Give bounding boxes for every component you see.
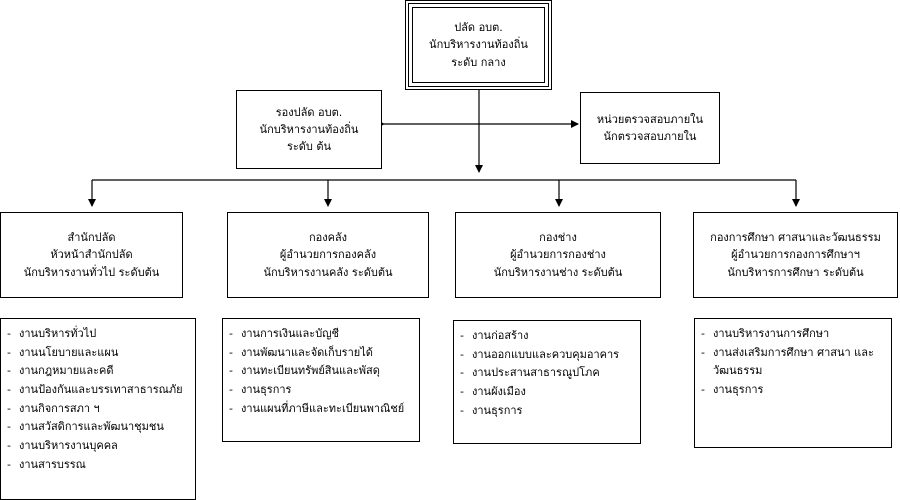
deputy-position: นักบริหารงานท้องถิ่น xyxy=(259,122,359,136)
task-list-finance xyxy=(222,318,420,442)
task-item: - งานนโยบายและแผน xyxy=(7,344,189,363)
department-box-finance xyxy=(227,212,429,298)
department-head: ผู้อำนวยการกองช่าง xyxy=(510,248,606,262)
task-item: - งานป้องกันและบรรเทาสาธารณภัย xyxy=(7,381,189,400)
department-name: กองคลัง xyxy=(308,231,348,245)
task-list-education xyxy=(694,318,892,448)
deputy-level: ระดับ ต้น xyxy=(286,140,332,154)
department-level: นักบริหารงานทั่วไป ระดับต้น xyxy=(23,265,160,279)
task-item: - งานสารบรรณ xyxy=(7,456,189,475)
deputy-box xyxy=(236,90,382,169)
task-item: - งานก่อสร้าง xyxy=(460,327,634,346)
department-name: สำนักปลัด xyxy=(67,231,116,245)
chief-title: ปลัด อบต. xyxy=(454,21,503,35)
task-item: - งานออกแบบและควบคุมอาคาร xyxy=(460,346,634,365)
task-list xyxy=(454,321,640,420)
task-item: - งานธุรการ xyxy=(701,381,885,400)
task-item: - งานทะเบียนทรัพย์สินและพัสดุ xyxy=(229,362,413,381)
task-item: - งานบริหารงานบุคคล xyxy=(7,437,189,456)
chief-administrator-box xyxy=(405,0,552,90)
task-item: - งานสวัสดิการและพัฒนาชุมชน xyxy=(7,418,189,437)
department-box-education xyxy=(693,212,898,298)
task-list xyxy=(223,319,419,418)
department-name: กองการศึกษา ศาสนาและวัฒนธรรม xyxy=(710,231,881,245)
department-level: นักบริหารงานช่าง ระดับต้น xyxy=(493,265,623,279)
task-item: - งานกฎหมายและคดี xyxy=(7,362,189,381)
department-box-office xyxy=(0,212,183,298)
task-item: - งานพัฒนาและจัดเก็บรายได้ xyxy=(229,344,413,363)
department-level: นักบริหารการศึกษา ระดับต้น xyxy=(727,265,864,279)
chief-level: ระดับ กลาง xyxy=(451,55,506,69)
task-item: - งานส่งเสริมการศึกษา ศาสนา และวัฒนธรรม xyxy=(701,344,885,381)
task-item: - งานการเงินและบัญชี xyxy=(229,325,413,344)
department-box-engineering xyxy=(455,212,661,298)
department-name: กองช่าง xyxy=(539,231,577,245)
internal-audit-box xyxy=(580,92,720,164)
task-item: - งานธุรการ xyxy=(460,402,634,421)
task-item: - งานประสานสาธารณูปโภค xyxy=(460,364,634,383)
deputy-title: รองปลัด อบต. xyxy=(275,105,343,119)
task-item: - งานบริหารทั่วไป xyxy=(7,325,189,344)
task-item: - งานกิจการสภา ฯ xyxy=(7,400,189,419)
task-item: - งานผังเมือง xyxy=(460,383,634,402)
task-item: - งานธุรการ xyxy=(229,381,413,400)
task-item: - งานแผนที่ภาษีและทะเบียนพาณิชย์ xyxy=(229,400,413,419)
task-list xyxy=(1,319,195,475)
chief-position: นักบริหารงานท้องถิ่น xyxy=(429,38,528,52)
audit-title: หน่วยตรวจสอบภายใน xyxy=(596,112,704,126)
task-item: - งานบริหารงานการศึกษา xyxy=(701,325,885,344)
task-list-office xyxy=(0,318,196,500)
task-list-engineering xyxy=(453,320,641,444)
department-level: นักบริหารงานคลัง ระดับต้น xyxy=(263,265,393,279)
department-head: หัวหน้าสำนักปลัด xyxy=(50,248,133,262)
department-head: ผู้อำนวยการกองคลัง xyxy=(279,248,377,262)
department-head: ผู้อำนวยการกองการศึกษาฯ xyxy=(731,248,860,262)
task-list xyxy=(695,319,891,400)
audit-position: นักตรวจสอบภายใน xyxy=(603,130,697,143)
